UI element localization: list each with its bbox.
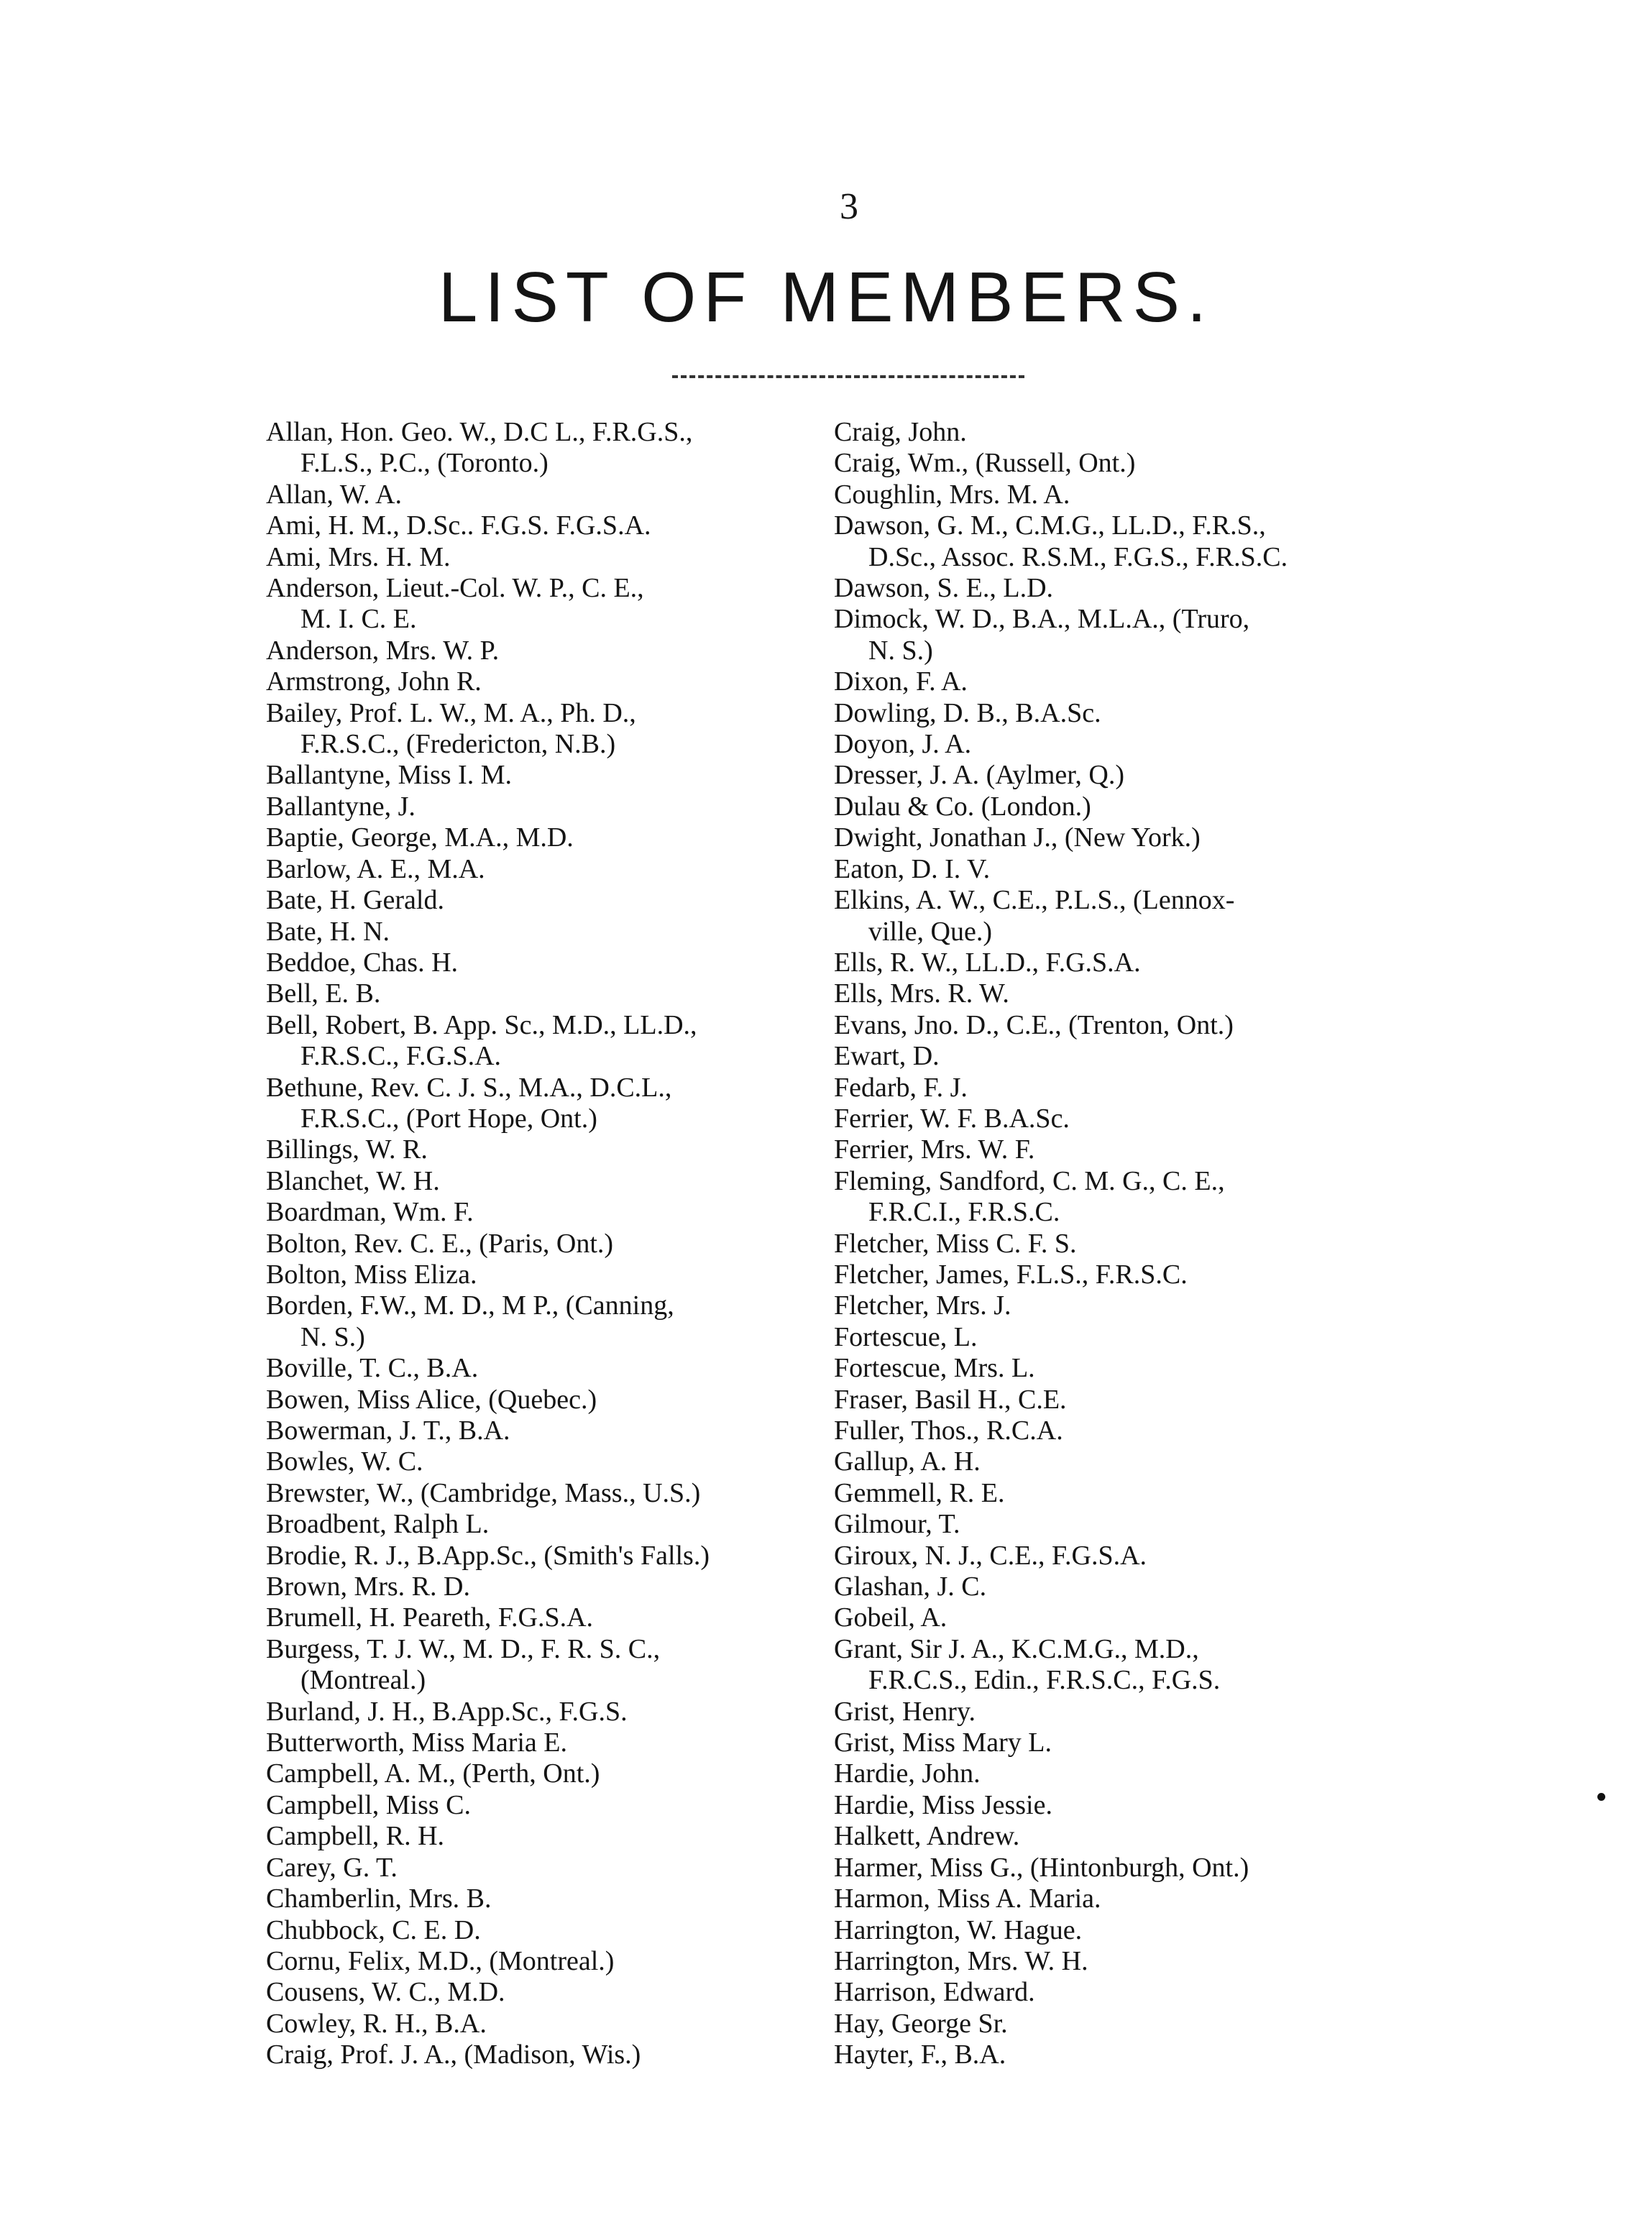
member-entry-continuation: F.R.S.C., F.G.S.A. — [300, 1041, 502, 1072]
member-entry: Fletcher, Mrs. J. — [834, 1290, 1011, 1321]
member-entry: Bate, H. N. — [266, 916, 390, 947]
member-entry: Baptie, George, M.A., M.D. — [266, 822, 574, 853]
member-entry: Bowen, Miss Alice, (Quebec.) — [266, 1384, 597, 1415]
member-entry: Beddoe, Chas. H. — [266, 947, 459, 978]
member-entry: Borden, F.W., M. D., M P., (Canning, — [266, 1290, 674, 1321]
member-entry: Blanchet, W. H. — [266, 1165, 440, 1196]
title-divider — [672, 375, 1024, 378]
member-entry-continuation: ville, Que.) — [868, 916, 993, 947]
member-entry: Cowley, R. H., B.A. — [266, 2008, 487, 2039]
member-entry: Chubbock, C. E. D. — [266, 1914, 481, 1945]
member-entry-continuation: F.R.S.C., (Fredericton, N.B.) — [300, 729, 616, 760]
member-entry: Fletcher, Miss C. F. S. — [834, 1228, 1077, 1259]
member-entry: Brewster, W., (Cambridge, Mass., U.S.) — [266, 1477, 701, 1508]
member-entry: Harmon, Miss A. Maria. — [834, 1883, 1101, 1914]
member-entry: Gemmell, R. E. — [834, 1477, 1005, 1508]
page-number: 3 — [840, 186, 858, 227]
member-entry: Anderson, Lieut.-Col. W. P., C. E., — [266, 573, 644, 604]
members-list — [266, 417, 1416, 2071]
member-entry: Dimock, W. D., B.A., M.L.A., (Truro, — [834, 604, 1250, 635]
member-entry-continuation: N. S.) — [300, 1321, 365, 1352]
member-entry: Ami, Mrs. H. M. — [266, 541, 451, 572]
member-entry: Bell, Robert, B. App. Sc., M.D., LL.D., — [266, 1009, 697, 1040]
member-entry: Ewart, D. — [834, 1041, 940, 1072]
member-entry: Brodie, R. J., B.App.Sc., (Smith's Falls.) — [266, 1540, 710, 1571]
member-entry: Eaton, D. I. V. — [834, 853, 991, 884]
member-entry: Grist, Miss Mary L. — [834, 1727, 1052, 1758]
member-entry: Harrison, Edward. — [834, 1977, 1035, 2008]
member-entry-continuation: F.R.S.C., (Port Hope, Ont.) — [300, 1103, 597, 1134]
member-entry: Carey, G. T. — [266, 1852, 398, 1883]
member-entry: Fleming, Sandford, C. M. G., C. E., — [834, 1165, 1225, 1196]
member-entry: Campbell, A. M., (Perth, Ont.) — [266, 1758, 600, 1789]
member-entry: Fedarb, F. J. — [834, 1072, 968, 1103]
member-entry: Gilmour, T. — [834, 1509, 960, 1540]
member-entry: Bell, E. B. — [266, 978, 381, 1009]
member-entry: Hay, George Sr. — [834, 2008, 1008, 2039]
right-column — [834, 417, 1416, 2071]
member-entry-continuation: F.R.C.I., F.R.S.C. — [868, 1197, 1060, 1228]
member-entry: Boardman, Wm. F. — [266, 1197, 474, 1228]
member-entry: Dwight, Jonathan J., (New York.) — [834, 822, 1201, 853]
member-entry-continuation: N. S.) — [868, 635, 933, 666]
member-entry: Gobeil, A. — [834, 1602, 947, 1633]
member-entry: Bate, H. Gerald. — [266, 885, 444, 916]
member-entry: Dowling, D. B., B.A.Sc. — [834, 697, 1101, 728]
member-entry: Coughlin, Mrs. M. A. — [834, 479, 1070, 510]
member-entry: Dawson, G. M., C.M.G., LL.D., F.R.S., — [834, 510, 1266, 541]
member-entry: Evans, Jno. D., C.E., (Trenton, Ont.) — [834, 1009, 1234, 1040]
member-entry: Brown, Mrs. R. D. — [266, 1571, 470, 1602]
page-title: LIST OF MEMBERS. — [438, 257, 1214, 336]
member-entry: Campbell, Miss C. — [266, 1789, 472, 1820]
member-entry-continuation: (Montreal.) — [300, 1665, 426, 1696]
member-entry: Fraser, Basil H., C.E. — [834, 1384, 1067, 1415]
member-entry: Fortescue, L. — [834, 1321, 978, 1352]
member-entry: Bowles, W. C. — [266, 1446, 423, 1477]
member-entry: Hardie, Miss Jessie. — [834, 1789, 1052, 1820]
member-entry: Burgess, T. J. W., M. D., F. R. S. C., — [266, 1633, 661, 1664]
member-entry: Cousens, W. C., M.D. — [266, 1977, 505, 2008]
member-entry: Dulau & Co. (London.) — [834, 791, 1091, 822]
member-entry: Broadbent, Ralph L. — [266, 1509, 490, 1540]
member-entry: Chamberlin, Mrs. B. — [266, 1883, 492, 1914]
member-entry: Grist, Henry. — [834, 1696, 976, 1727]
member-entry-continuation: F.L.S., P.C., (Toronto.) — [300, 448, 549, 479]
member-entry: Ami, H. M., D.Sc.. F.G.S. F.G.S.A. — [266, 510, 651, 541]
member-entry: Doyon, J. A. — [834, 729, 972, 760]
member-entry: Bethune, Rev. C. J. S., M.A., D.C.L., — [266, 1072, 672, 1103]
member-entry: Brumell, H. Peareth, F.G.S.A. — [266, 1602, 594, 1633]
member-entry: Burland, J. H., B.App.Sc., F.G.S. — [266, 1696, 628, 1727]
member-entry: Cornu, Felix, M.D., (Montreal.) — [266, 1945, 615, 1976]
member-entry: Campbell, R. H. — [266, 1821, 445, 1852]
margin-dot — [1597, 1793, 1605, 1801]
member-entry: Barlow, A. E., M.A. — [266, 853, 485, 884]
member-entry: Ballantyne, Miss I. M. — [266, 760, 512, 791]
member-entry: Ells, Mrs. R. W. — [834, 978, 1009, 1009]
member-entry: Bolton, Rev. C. E., (Paris, Ont.) — [266, 1228, 614, 1259]
member-entry: Hardie, John. — [834, 1758, 981, 1789]
member-entry: Harmer, Miss G., (Hintonburgh, Ont.) — [834, 1852, 1249, 1883]
member-entry: Fuller, Thos., R.C.A. — [834, 1415, 1063, 1446]
member-entry: Elkins, A. W., C.E., P.L.S., (Lennox- — [834, 885, 1235, 916]
member-entry: Giroux, N. J., C.E., F.G.S.A. — [834, 1540, 1147, 1571]
member-entry-continuation: D.Sc., Assoc. R.S.M., F.G.S., F.R.S.C. — [868, 541, 1288, 572]
member-entry: Ells, R. W., LL.D., F.G.S.A. — [834, 947, 1141, 978]
member-entry: Allan, W. A. — [266, 479, 402, 510]
left-column — [266, 417, 834, 2071]
member-entry: Craig, Prof. J. A., (Madison, Wis.) — [266, 2039, 641, 2070]
member-entry: Fletcher, James, F.L.S., F.R.S.C. — [834, 1259, 1188, 1290]
member-entry-continuation: F.R.C.S., Edin., F.R.S.C., F.G.S. — [868, 1665, 1221, 1696]
member-entry: Dawson, S. E., L.D. — [834, 573, 1054, 604]
member-entry: Hayter, F., B.A. — [834, 2039, 1006, 2070]
member-entry: Craig, John. — [834, 417, 967, 447]
member-entry: Armstrong, John R. — [266, 666, 482, 697]
member-entry-continuation: M. I. C. E. — [300, 604, 417, 635]
member-entry: Harrington, Mrs. W. H. — [834, 1945, 1088, 1976]
member-entry: Halkett, Andrew. — [834, 1821, 1020, 1852]
member-entry: Billings, W. R. — [266, 1134, 428, 1165]
member-entry: Fortescue, Mrs. L. — [834, 1353, 1035, 1384]
member-entry: Ferrier, Mrs. W. F. — [834, 1134, 1035, 1165]
member-entry: Boville, T. C., B.A. — [266, 1353, 479, 1384]
member-entry: Ferrier, W. F. B.A.Sc. — [834, 1103, 1070, 1134]
member-entry: Allan, Hon. Geo. W., D.C L., F.R.G.S., — [266, 417, 693, 447]
member-entry: Craig, Wm., (Russell, Ont.) — [834, 448, 1136, 479]
member-entry: Gallup, A. H. — [834, 1446, 981, 1477]
member-entry: Bailey, Prof. L. W., M. A., Ph. D., — [266, 697, 636, 728]
member-entry: Glashan, J. C. — [834, 1571, 987, 1602]
member-entry: Dixon, F. A. — [834, 666, 968, 697]
member-entry: Bowerman, J. T., B.A. — [266, 1415, 510, 1446]
member-entry: Bolton, Miss Eliza. — [266, 1259, 477, 1290]
member-entry: Harrington, W. Hague. — [834, 1914, 1083, 1945]
member-entry: Dresser, J. A. (Aylmer, Q.) — [834, 760, 1124, 791]
member-entry: Grant, Sir J. A., K.C.M.G., M.D., — [834, 1633, 1199, 1664]
member-entry: Ballantyne, J. — [266, 791, 416, 822]
member-entry: Anderson, Mrs. W. P. — [266, 635, 500, 666]
member-entry: Butterworth, Miss Maria E. — [266, 1727, 568, 1758]
